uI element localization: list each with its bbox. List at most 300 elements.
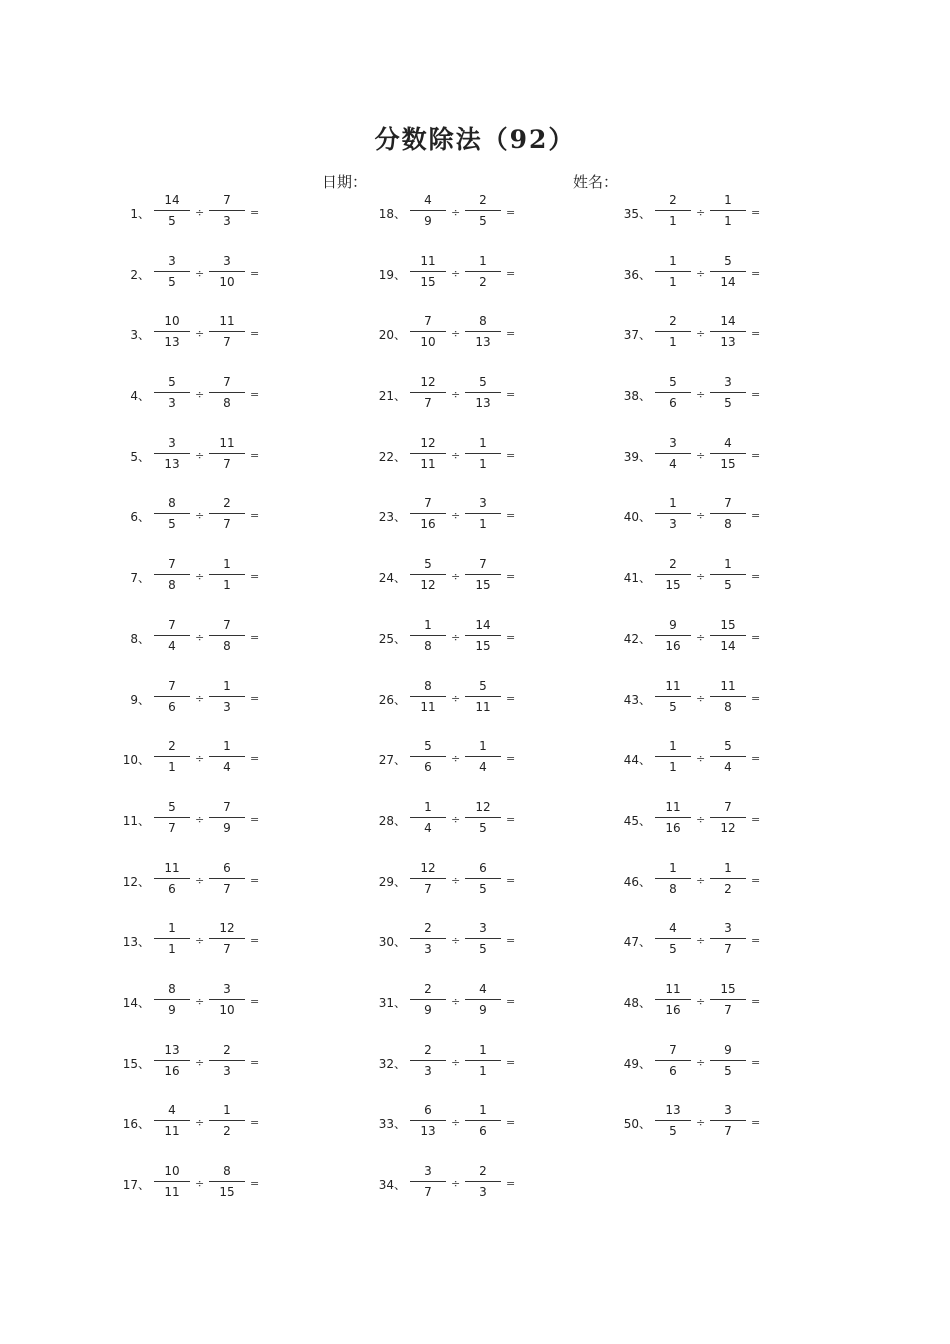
numerator: 9 — [669, 617, 677, 632]
divide-sign: ÷ — [451, 630, 461, 644]
numerator: 7 — [669, 1042, 677, 1057]
divide-sign: ÷ — [195, 1116, 205, 1130]
dividend-fraction — [655, 497, 691, 530]
equals-sign: = — [751, 448, 761, 462]
problem-item — [122, 729, 382, 790]
numerator: 3 — [424, 1164, 432, 1178]
denominator: 7 — [223, 942, 231, 957]
divide-sign: ÷ — [696, 327, 706, 341]
problem-item — [378, 669, 638, 730]
denominator: 5 — [479, 881, 487, 896]
denominator: 13 — [420, 1124, 436, 1139]
numerator: 11 — [665, 678, 681, 693]
denominator: 1 — [223, 578, 231, 593]
problem-number: 37、 — [623, 328, 651, 343]
problem-number: 43、 — [623, 692, 651, 707]
numerator: 12 — [420, 860, 436, 875]
divide-sign: ÷ — [195, 812, 205, 826]
dividend-fraction — [154, 558, 190, 591]
problem-item — [378, 1154, 638, 1215]
problem-number: 4、 — [130, 389, 150, 404]
problem-item — [122, 365, 382, 426]
problem-number: 2、 — [130, 267, 150, 282]
dividend-fraction — [154, 497, 190, 530]
numerator: 5 — [479, 375, 487, 390]
equals-sign: = — [250, 388, 260, 402]
problem-number: 40、 — [623, 510, 651, 525]
problem-item — [378, 244, 638, 305]
divisor-fraction — [209, 315, 245, 348]
problem-number: 38、 — [623, 389, 651, 404]
problem-item — [623, 1033, 883, 1094]
problem-number: 14、 — [122, 995, 150, 1010]
numerator: 3 — [168, 253, 176, 268]
equals-sign: = — [250, 1116, 260, 1130]
numerator: 7 — [168, 617, 176, 632]
numerator: 7 — [223, 799, 231, 814]
numerator: 8 — [424, 678, 432, 693]
denominator: 9 — [479, 1002, 487, 1017]
equals-sign: = — [250, 873, 260, 887]
numerator: 14 — [164, 193, 180, 207]
numerator: 14 — [475, 617, 491, 632]
equals-sign: = — [250, 812, 260, 826]
denominator: 2 — [479, 274, 487, 289]
numerator: 2 — [479, 193, 487, 207]
problem-number: 36、 — [623, 267, 651, 282]
divide-sign: ÷ — [195, 1055, 205, 1069]
denominator: 5 — [479, 942, 487, 957]
dividend-fraction — [410, 1104, 446, 1137]
equals-sign: = — [751, 509, 761, 523]
divide-sign: ÷ — [696, 448, 706, 462]
denominator: 1 — [669, 760, 677, 775]
problem-item — [623, 547, 883, 608]
denominator: 1 — [669, 335, 677, 350]
numerator: 12 — [475, 799, 491, 814]
problem-number: 29、 — [378, 874, 406, 889]
problem-item — [378, 426, 638, 487]
problem-item — [623, 1093, 883, 1154]
denominator: 13 — [164, 456, 180, 471]
divisor-fraction — [465, 558, 501, 591]
problem-number: 45、 — [623, 813, 651, 828]
problem-item — [623, 426, 883, 487]
numerator: 13 — [164, 1042, 180, 1057]
equals-sign: = — [506, 630, 516, 644]
problem-item — [122, 244, 382, 305]
divide-sign: ÷ — [696, 388, 706, 402]
denominator: 5 — [168, 214, 176, 228]
denominator: 7 — [424, 1185, 432, 1199]
numerator: 11 — [665, 981, 681, 996]
numerator: 1 — [424, 799, 432, 814]
divisor-fraction — [465, 315, 501, 348]
equals-sign: = — [250, 752, 260, 766]
numerator: 14 — [720, 314, 736, 329]
numerator: 8 — [223, 1164, 231, 1178]
numerator: 2 — [669, 557, 677, 572]
problem-number: 13、 — [122, 935, 150, 950]
numerator: 1 — [724, 557, 732, 572]
numerator: 2 — [479, 1164, 487, 1178]
numerator: 7 — [223, 193, 231, 207]
dividend-fraction — [154, 1165, 190, 1198]
numerator: 1 — [424, 617, 432, 632]
equals-sign: = — [250, 509, 260, 523]
date-label: 日期： — [322, 173, 368, 191]
numerator: 2 — [669, 314, 677, 329]
problem-number: 3、 — [130, 328, 150, 343]
dividend-fraction — [655, 376, 691, 409]
denominator: 1 — [724, 214, 732, 228]
divisor-fraction — [465, 194, 501, 227]
divisor-fraction — [465, 376, 501, 409]
divide-sign: ÷ — [696, 630, 706, 644]
numerator: 1 — [479, 253, 487, 268]
denominator: 15 — [665, 578, 681, 593]
problem-item — [623, 486, 883, 547]
divide-sign: ÷ — [451, 994, 461, 1008]
divisor-fraction — [710, 801, 746, 834]
denominator: 7 — [223, 335, 231, 350]
divisor-fraction — [710, 1104, 746, 1137]
numerator: 2 — [223, 496, 231, 511]
equals-sign: = — [250, 327, 260, 341]
divide-sign: ÷ — [451, 509, 461, 523]
numerator: 12 — [219, 921, 235, 936]
numerator: 1 — [669, 860, 677, 875]
denominator: 1 — [479, 517, 487, 532]
dividend-fraction — [410, 194, 446, 227]
problem-item — [122, 608, 382, 669]
divide-sign: ÷ — [195, 752, 205, 766]
numerator: 4 — [724, 435, 732, 450]
denominator: 4 — [168, 638, 176, 653]
problem-number: 49、 — [623, 1056, 651, 1071]
numerator: 4 — [424, 193, 432, 207]
numerator: 2 — [669, 193, 677, 207]
equals-sign: = — [751, 630, 761, 644]
problem-number: 22、 — [378, 449, 406, 464]
equals-sign: = — [506, 1055, 516, 1069]
numerator: 12 — [420, 435, 436, 450]
denominator: 5 — [724, 578, 732, 593]
denominator: 14 — [720, 638, 736, 653]
denominator: 12 — [720, 820, 736, 835]
divisor-fraction — [209, 1044, 245, 1077]
divide-sign: ÷ — [195, 570, 205, 584]
divisor-fraction — [710, 862, 746, 895]
problem-number: 8、 — [130, 631, 150, 646]
numerator: 6 — [223, 860, 231, 875]
problem-number: 34、 — [378, 1178, 406, 1192]
equals-sign: = — [506, 570, 516, 584]
dividend-fraction — [154, 376, 190, 409]
numerator: 1 — [479, 1103, 487, 1118]
numerator: 3 — [223, 253, 231, 268]
numerator: 7 — [724, 496, 732, 511]
problem-item — [623, 972, 883, 1033]
dividend-fraction — [154, 255, 190, 288]
divisor-fraction — [465, 1044, 501, 1077]
problem-item — [623, 304, 883, 365]
numerator: 7 — [223, 617, 231, 632]
divisor-fraction — [465, 619, 501, 652]
divide-sign: ÷ — [195, 448, 205, 462]
numerator: 7 — [479, 557, 487, 572]
numerator: 1 — [223, 1103, 231, 1118]
problem-number: 48、 — [623, 995, 651, 1010]
denominator: 4 — [669, 456, 677, 471]
equals-sign: = — [506, 509, 516, 523]
dividend-fraction — [154, 680, 190, 713]
numerator: 5 — [724, 253, 732, 268]
dividend-fraction — [655, 315, 691, 348]
problem-item — [623, 790, 883, 851]
dividend-fraction — [655, 1104, 691, 1137]
denominator: 15 — [475, 578, 491, 593]
denominator: 14 — [720, 274, 736, 289]
problem-number: 33、 — [378, 1117, 406, 1132]
numerator: 2 — [223, 1042, 231, 1057]
denominator: 1 — [168, 760, 176, 775]
denominator: 5 — [479, 820, 487, 835]
numerator: 5 — [168, 375, 176, 390]
denominator: 8 — [669, 881, 677, 896]
divisor-fraction — [465, 801, 501, 834]
divide-sign: ÷ — [451, 448, 461, 462]
divisor-fraction — [209, 862, 245, 895]
equals-sign: = — [250, 570, 260, 584]
numerator: 1 — [479, 435, 487, 450]
numerator: 5 — [479, 678, 487, 693]
denominator: 1 — [479, 456, 487, 471]
denominator: 5 — [168, 274, 176, 289]
divisor-fraction — [209, 922, 245, 955]
denominator: 11 — [420, 699, 436, 714]
dividend-fraction — [154, 194, 190, 227]
divisor-fraction — [465, 1104, 501, 1137]
problem-item — [122, 1033, 382, 1094]
divisor-fraction — [710, 983, 746, 1016]
divisor-fraction — [465, 680, 501, 713]
numerator: 1 — [223, 557, 231, 572]
dividend-fraction — [410, 497, 446, 530]
problem-item — [122, 851, 382, 912]
problem-number: 35、 — [623, 207, 651, 221]
divisor-fraction — [710, 437, 746, 470]
denominator: 6 — [479, 1124, 487, 1139]
numerator: 3 — [669, 435, 677, 450]
numerator: 5 — [424, 557, 432, 572]
denominator: 3 — [669, 517, 677, 532]
divisor-fraction — [710, 922, 746, 955]
numerator: 7 — [168, 678, 176, 693]
dividend-fraction — [410, 922, 446, 955]
problem-number: 19、 — [378, 267, 406, 282]
problem-item — [122, 426, 382, 487]
divisor-fraction — [465, 255, 501, 288]
numerator: 8 — [479, 314, 487, 329]
denominator: 6 — [424, 760, 432, 775]
divisor-fraction — [209, 619, 245, 652]
numerator: 1 — [479, 1042, 487, 1057]
dividend-fraction — [154, 983, 190, 1016]
equals-sign: = — [506, 448, 516, 462]
equals-sign: = — [506, 873, 516, 887]
denominator: 3 — [223, 1063, 231, 1078]
problem-number: 32、 — [378, 1056, 406, 1071]
divide-sign: ÷ — [696, 812, 706, 826]
denominator: 6 — [669, 1063, 677, 1078]
divide-sign: ÷ — [195, 934, 205, 948]
problem-item — [378, 486, 638, 547]
denominator: 9 — [223, 820, 231, 835]
divide-sign: ÷ — [696, 691, 706, 705]
denominator: 8 — [223, 396, 231, 411]
dividend-fraction — [154, 740, 190, 773]
divide-sign: ÷ — [451, 327, 461, 341]
divisor-fraction — [209, 680, 245, 713]
denominator: 8 — [168, 578, 176, 593]
divide-sign: ÷ — [195, 691, 205, 705]
divide-sign: ÷ — [451, 1177, 461, 1190]
divisor-fraction — [209, 376, 245, 409]
numerator: 9 — [724, 1042, 732, 1057]
equals-sign: = — [250, 691, 260, 705]
denominator: 9 — [168, 1002, 176, 1017]
numerator: 11 — [164, 860, 180, 875]
denominator: 2 — [724, 881, 732, 896]
divisor-fraction — [465, 862, 501, 895]
problem-item — [378, 729, 638, 790]
numerator: 2 — [424, 981, 432, 996]
divisor-fraction — [710, 194, 746, 227]
problem-item — [122, 547, 382, 608]
problem-item — [623, 851, 883, 912]
equals-sign: = — [250, 1177, 260, 1190]
denominator: 1 — [669, 274, 677, 289]
denominator: 1 — [669, 214, 677, 228]
denominator: 3 — [479, 1185, 487, 1199]
problem-item — [122, 1093, 382, 1154]
dividend-fraction — [410, 680, 446, 713]
divisor-fraction — [209, 437, 245, 470]
equals-sign: = — [751, 934, 761, 948]
problem-number: 23、 — [378, 510, 406, 525]
numerator: 8 — [168, 496, 176, 511]
divisor-fraction — [209, 558, 245, 591]
denominator: 7 — [724, 1124, 732, 1139]
denominator: 5 — [669, 1124, 677, 1139]
numerator: 1 — [724, 193, 732, 207]
numerator: 6 — [424, 1103, 432, 1118]
denominator: 5 — [669, 699, 677, 714]
divisor-fraction — [465, 1165, 501, 1198]
divisor-fraction — [209, 983, 245, 1016]
equals-sign: = — [751, 994, 761, 1008]
equals-sign: = — [250, 206, 260, 219]
numerator: 4 — [669, 921, 677, 936]
dividend-fraction — [655, 437, 691, 470]
numerator: 3 — [724, 1103, 732, 1118]
denominator: 9 — [424, 214, 432, 228]
divide-sign: ÷ — [696, 873, 706, 887]
dividend-fraction — [154, 1104, 190, 1137]
equals-sign: = — [250, 934, 260, 948]
dividend-fraction — [410, 437, 446, 470]
denominator: 12 — [420, 578, 436, 593]
divide-sign: ÷ — [696, 570, 706, 584]
problem-number: 46、 — [623, 874, 651, 889]
problem-item — [378, 1093, 638, 1154]
equals-sign: = — [506, 812, 516, 826]
equals-sign: = — [506, 206, 516, 219]
numerator: 11 — [720, 678, 736, 693]
denominator: 11 — [475, 699, 491, 714]
problem-item — [623, 244, 883, 305]
divide-sign: ÷ — [451, 691, 461, 705]
problem-column-3 — [623, 183, 883, 1154]
numerator: 1 — [724, 860, 732, 875]
problem-number: 27、 — [378, 753, 406, 768]
denominator: 7 — [168, 820, 176, 835]
numerator: 1 — [223, 678, 231, 693]
problem-item — [623, 669, 883, 730]
problem-number: 1、 — [130, 207, 150, 221]
equals-sign: = — [506, 388, 516, 402]
problem-number: 16、 — [122, 1117, 150, 1132]
equals-sign: = — [250, 994, 260, 1008]
problem-item — [122, 304, 382, 365]
equals-sign: = — [751, 388, 761, 402]
numerator: 1 — [168, 921, 176, 936]
denominator: 4 — [479, 760, 487, 775]
denominator: 5 — [479, 214, 487, 228]
problem-number: 21、 — [378, 389, 406, 404]
divisor-fraction — [710, 619, 746, 652]
divide-sign: ÷ — [696, 934, 706, 948]
divisor-fraction — [710, 315, 746, 348]
numerator: 3 — [479, 921, 487, 936]
problem-number: 42、 — [623, 631, 651, 646]
numerator: 1 — [669, 496, 677, 511]
divisor-fraction — [710, 1044, 746, 1077]
dividend-fraction — [410, 1044, 446, 1077]
divide-sign: ÷ — [696, 1055, 706, 1069]
equals-sign: = — [506, 994, 516, 1008]
denominator: 3 — [424, 942, 432, 957]
denominator: 8 — [424, 638, 432, 653]
numerator: 11 — [665, 799, 681, 814]
problem-item — [623, 729, 883, 790]
equals-sign: = — [751, 691, 761, 705]
denominator: 16 — [665, 638, 681, 653]
numerator: 10 — [164, 314, 180, 329]
divide-sign: ÷ — [696, 994, 706, 1008]
dividend-fraction — [410, 1165, 446, 1198]
denominator: 5 — [168, 517, 176, 532]
problem-item — [378, 547, 638, 608]
divisor-fraction — [465, 983, 501, 1016]
denominator: 16 — [665, 820, 681, 835]
numerator: 1 — [669, 253, 677, 268]
numerator: 3 — [168, 435, 176, 450]
problem-number: 18、 — [378, 207, 406, 221]
divide-sign: ÷ — [195, 994, 205, 1008]
problem-item — [378, 183, 638, 244]
